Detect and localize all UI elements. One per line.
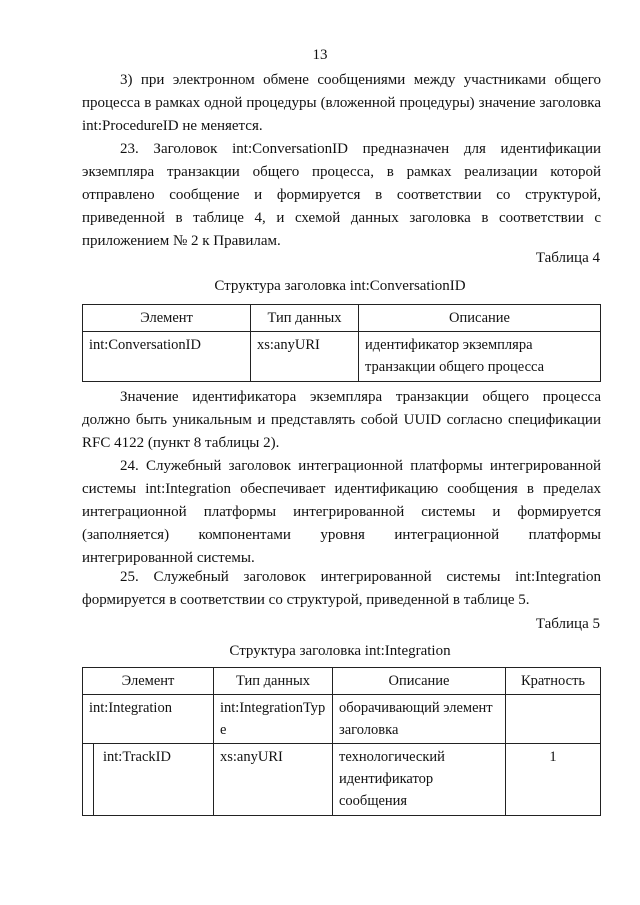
table4-label: Таблица 4: [535, 250, 600, 266]
table5-header-element: Элемент: [83, 668, 214, 695]
table5-nested-element: int:TrackID: [103, 749, 171, 765]
table4-caption: Структура заголовка int:ConversationID: [214, 278, 466, 294]
table5-cell-type: int:IntegrationType: [214, 695, 333, 744]
table5-cell-type: xs:anyURI: [214, 744, 333, 816]
table5-label: Таблица 5: [535, 616, 600, 632]
table5-cell-element: [83, 744, 214, 816]
table-row: [83, 332, 601, 382]
table5-cell-description: технологический идентификатор сообщения: [333, 744, 506, 816]
paragraph-3: Значение идентификатора экземпляра транзакции общего процесса должно быть уникальным и представлять собой UUID согласно спецификации RFC 4122 (пункт 8 таблицы 2).: [82, 389, 601, 451]
table5-cell-multiplicity: 1: [506, 744, 601, 816]
table4-cell-description: идентификатор экземпляра транзакции общего процесса: [359, 332, 601, 382]
table-4: [82, 304, 601, 382]
table5-header-type: Тип данных: [214, 668, 333, 695]
page-number: 13: [312, 47, 328, 63]
table5-header-row: [83, 668, 601, 695]
table-row: [83, 695, 601, 744]
table4-header-type: Тип данных: [251, 305, 359, 332]
table4-header-description: Описание: [359, 305, 601, 332]
table5-caption: Структура заголовка int:Integration: [229, 643, 451, 659]
table5-cell-description: оборачивающий элемент заголовка: [333, 695, 506, 744]
table4-header-element: Элемент: [83, 305, 251, 332]
paragraph-2: 23. Заголовок int:ConversationID предназначен для идентификации экземпляра транзакции общего процесса, в рамках реализации которой отправлено сообщение и формируется в соответствии со структурой, приведенной в таблице 4, и схемой данных заголовка в соответствии с приложением № 2 к Правилам.: [82, 141, 601, 249]
table-row: [83, 744, 601, 816]
table5-header-description: Описание: [333, 668, 506, 695]
table4-cell-type: xs:anyURI: [251, 332, 359, 382]
table5-cell-multiplicity: [506, 695, 601, 744]
paragraph-1: 3) при электронном обмене сообщениями между участниками общего процесса в рамках одной процедуры (вложенной процедуры) значение заголовка int:ProcedureID не меняется.: [82, 72, 601, 134]
table4-header-row: [83, 305, 601, 332]
table5-header-multiplicity: Кратность: [506, 668, 601, 695]
table-5: [82, 667, 601, 816]
table5-cell-element: int:Integration: [83, 695, 214, 744]
nested-indent-guide: [93, 744, 94, 815]
table4-cell-element: int:ConversationID: [83, 332, 251, 382]
paragraph-5: 25. Служебный заголовок интегрированной системы int:Integration формируется в соответствии со структурой, приведенной в таблице 5.: [82, 569, 601, 608]
paragraph-4: 24. Служебный заголовок интеграционной платформы интегрированной системы int:Integration обеспечивает идентификацию сообщения в пределах интеграционной платформы интегрированной системы и формируется (заполняется) компонентами уровня интеграционной платформы интегрированной системы.: [82, 458, 601, 566]
